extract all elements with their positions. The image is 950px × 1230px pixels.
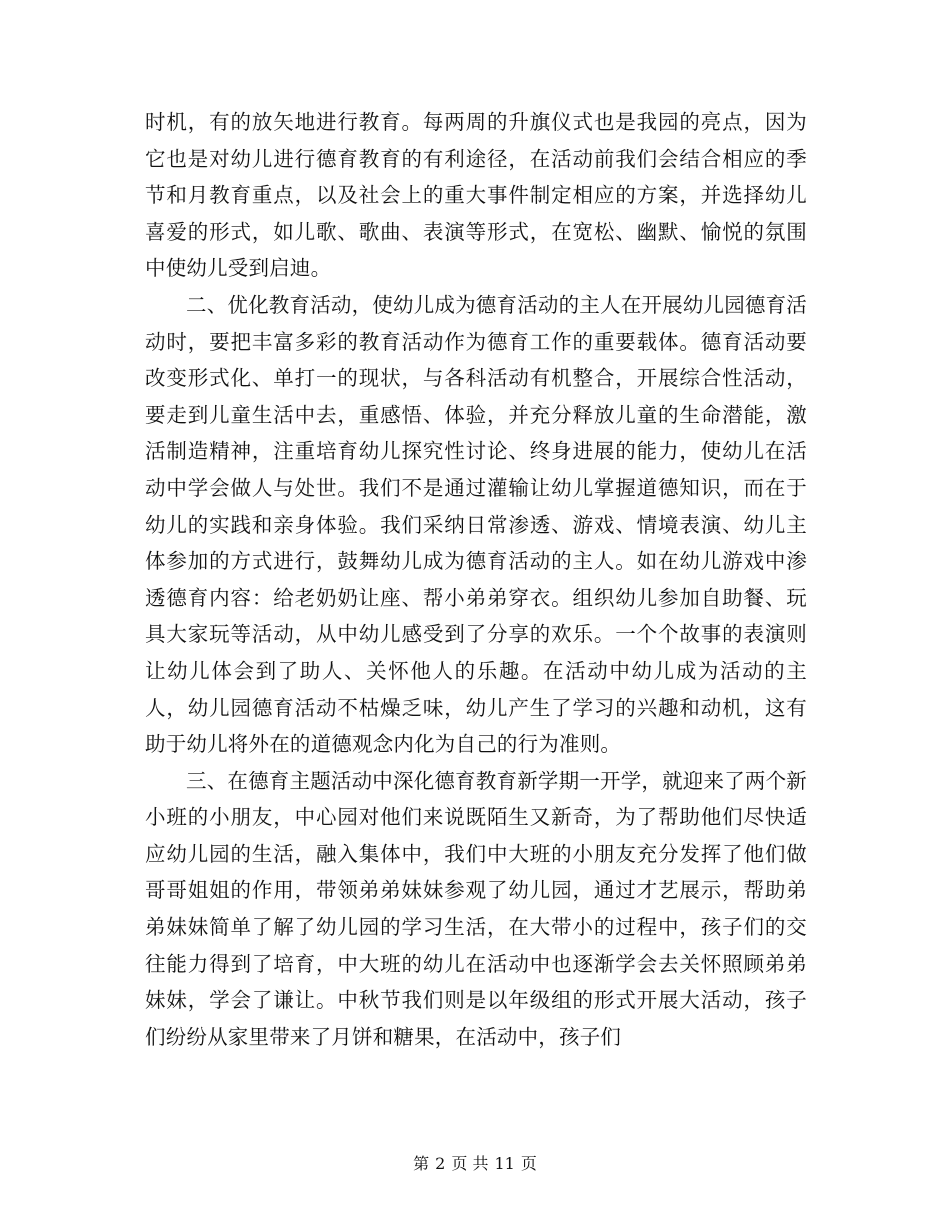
- document-body: [145, 104, 807, 1055]
- footer-suffix: 页: [520, 1154, 537, 1173]
- footer-middle: 页 共: [451, 1154, 489, 1173]
- footer-total-pages: 11: [494, 1154, 515, 1173]
- paragraph-section-two: 二、优化教育活动，使幼儿成为德育活动的主人在开展幼儿园德育活动时，要把丰富多彩的教育活动作为德育工作的重要载体。德育活动要改变形式化、单打一的现状，与各科活动有机整合，开展综合性活动，要走到儿童生活中去，重感悟、体验，并充分释放儿童的生命潜能，激活制造精神，注重培育幼儿探究性讨论、终身进展的能力，使幼儿在活动中学会做人与处世。我们不是通过灌输让幼儿掌握道德知识，而在于幼儿的实践和亲身体验。我们采纳日常渗透、游戏、情境表演、幼儿主体参加的方式进行，鼓舞幼儿成为德育活动的主人。如在幼儿游戏中渗透德育内容：给老奶奶让座、帮小弟弟穿衣。组织幼儿参加自助餐、玩具大家玩等活动，从中幼儿感受到了分享的欢乐。一个个故事的表演则让幼儿体会到了助人、关怀他人的乐趣。在活动中幼儿成为活动的主人，幼儿园德育活动不枯燥乏味，幼儿产生了学习的兴趣和动机，这有助于幼儿将外在的道德观念内化为自己的行为准则。: [145, 292, 807, 757]
- footer-page-number: 2: [435, 1154, 446, 1173]
- paragraph-continuation: 时机，有的放矢地进行教育。每两周的升旗仪式也是我园的亮点，因为它也是对幼儿进行德育教育的有利途径，在活动前我们会结合相应的季节和月教育重点，以及社会上的重大事件制定相应的方案，并选择幼儿喜爱的形式，如儿歌、歌曲、表演等形式，在宽松、幽默、愉悦的氛围中使幼儿受到启迪。: [145, 110, 807, 281]
- page-footer: [0, 1153, 950, 1175]
- paragraph-section-three: 三、在德育主题活动中深化德育教育新学期一开学，就迎来了两个新小班的小朋友，中心园对他们来说既陌生又新奇，为了帮助他们尽快适应幼儿园的生活，融入集体中，我们中大班的小朋友充分发挥了他们做哥哥姐姐的作用，带领弟弟妹妹参观了幼儿园，通过才艺展示，帮助弟弟妹妹简单了解了幼儿园的学习生活，在大带小的过程中，孩子们的交往能力得到了培育，中大班的幼儿在活动中也逐渐学会去关怀照顾弟弟妹妹，学会了谦让。中秋节我们则是以年级组的形式开展大活动，孩子们纷纷从家里带来了月饼和糖果，在活动中，孩子们: [145, 768, 807, 1049]
- footer-prefix: 第: [413, 1154, 430, 1173]
